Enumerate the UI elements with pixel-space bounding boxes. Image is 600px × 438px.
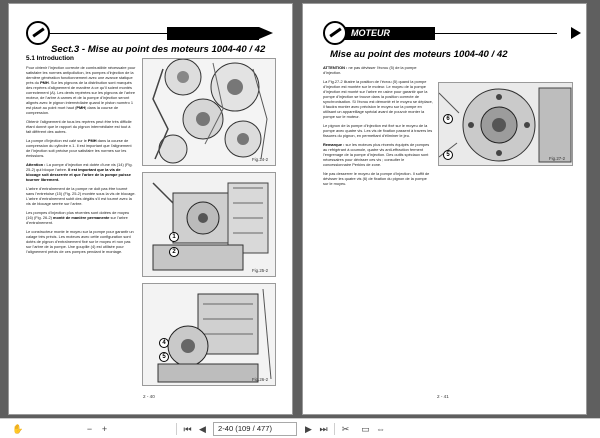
figure-caption: Fig.27-2 bbox=[549, 156, 566, 161]
brand-logo bbox=[26, 21, 50, 45]
document-page-right bbox=[302, 3, 587, 415]
figure-pump-gear bbox=[438, 82, 573, 166]
header-arrow-icon bbox=[571, 27, 581, 39]
paragraph: Pour obtenir l’injection correcte de combustible nécessaire pour satisfaire les normes antipollution, les pompes d’injection de la dernière génération fonctionnement avec une avance statique près du PMH. Sur les pignons de la distribution sont marqués des repères d’alignement de manière à ce qu’il soient montés correctement (A). Les dents repérées sur les pignons de l’arbre moteur, de l’arbre à cames et de la pompe d’injection seront alignés avec le pignon intermédiaire quand le piston numéro 1 est placé au point mort haut (PMH) dans la course de compression. bbox=[26, 65, 136, 115]
section-title: 5.1 Introduction bbox=[26, 55, 74, 62]
page-header bbox=[323, 27, 571, 40]
page-number-field[interactable]: 2-40 (109 / 477) bbox=[213, 422, 297, 436]
figure-caption: Fig.26-2 bbox=[252, 377, 269, 382]
figure-pump-hub bbox=[142, 283, 276, 386]
header-tab bbox=[167, 27, 259, 40]
paragraph: Le constructeur monte le moyeu sur la pompe pour garantir un calage très précis. Les moteurs avec cette configuration sont dotés de pignon d’entraînement fixé sur le moyeu et non pas sur l’arbre de la pompe. Une goupille (4) est utilisée pour l’alignement précis de ces pompes pendant le montage. bbox=[26, 229, 134, 254]
header-arrow-icon bbox=[259, 27, 273, 39]
first-page-icon[interactable]: ⏮ bbox=[183, 424, 192, 434]
prev-page-icon[interactable]: ◀ bbox=[199, 424, 206, 434]
zoom-out-icon[interactable]: − bbox=[86, 424, 93, 434]
figure-caption: Fig.25-2 bbox=[252, 268, 269, 273]
toolbar-separator bbox=[334, 423, 335, 435]
callout-4: 4 bbox=[159, 338, 169, 348]
header-tab-moteur: MOTEUR bbox=[343, 27, 435, 40]
page-number: 2 - 40 bbox=[143, 394, 155, 399]
timing-gears-illustration bbox=[143, 59, 276, 166]
paragraph: La Fig.27-2 illustre la position de l’écrou (5) quand la pompe d’injection est montée sur le moteur. Le moyeu de la pompe d’injection est monté sur l’arbre en usine pour garantir que la pompe d’injection se trouve dans la position correcte de synchronisation. Si l’écrou est démonté et le moyeu se déplace, il faudra monter avec précision le moyeu sur la pompe en utilisant un appareillage spécial avant de pouvoir monter la pompe sur le moteur. bbox=[323, 79, 433, 119]
paragraph: La pompe d’injection est calé sur le PMH dans la course de compression du cylindre n.1. Il est important que l’alignement de l’injection soit précise pour satisfaire les normes sur les émissions. bbox=[26, 138, 132, 158]
page-number: 2 - 41 bbox=[437, 394, 449, 399]
brand-logo bbox=[323, 21, 347, 45]
fit-page-icon[interactable]: ▭ bbox=[361, 424, 370, 434]
callout-5: 5 bbox=[159, 352, 169, 362]
paragraph: Ne pas desserrer le moyeu de la pompe d’injection. Il suffit de dévisser les quatre vis (6) de fixation du pignon de la pompe sur le moyeu. bbox=[323, 171, 430, 186]
paragraph: Les pompes d’injection plus récentes sont dotées de moyeu (16) (Fig. 26-2) monté de manière permanente sur l’arbre d’entraînement. bbox=[26, 210, 130, 225]
callout-2: 2 bbox=[169, 247, 179, 257]
page-title: Sect.3 - Mise au point des moteurs 1004-40 / 42 bbox=[51, 44, 266, 55]
paragraph: Le pignon de la pompe d’injection est fixé sur le moyeu de la pompe avec quatre vis. Les vis de fixation passent à travers les fissures du pignon, en permettant d’éliminer le jeu. bbox=[323, 123, 433, 138]
page-title: Mise au point des moteurs 1004-40 / 42 bbox=[330, 49, 508, 60]
paragraph: Obtenir l’alignement de tous les repères peut être très difficile étant donné que le rapport du pignon intermédiaire est tout à fait différent des autres. bbox=[26, 119, 132, 134]
callout-5: 5 bbox=[443, 150, 453, 160]
scissors-icon[interactable]: ✂ bbox=[341, 424, 350, 434]
paragraph: ATTENTION : ne pas dévisser l’écrou (5) de la pompe d’injection. bbox=[323, 65, 417, 75]
callout-1: 1 bbox=[169, 232, 179, 242]
fit-width-icon[interactable]: ⇔ bbox=[376, 424, 385, 434]
next-page-icon[interactable]: ▶ bbox=[305, 424, 312, 434]
callout-6: 6 bbox=[443, 114, 453, 124]
figure-timing-gears bbox=[142, 58, 276, 166]
toolbar-separator bbox=[176, 423, 177, 435]
injection-pump-illustration bbox=[143, 173, 276, 277]
document-page-left bbox=[8, 3, 293, 415]
last-page-icon[interactable]: ⏭ bbox=[319, 424, 328, 434]
zoom-in-icon[interactable]: + bbox=[101, 424, 108, 434]
viewer-toolbar bbox=[0, 418, 600, 438]
page-header bbox=[26, 27, 273, 40]
paragraph: Remarque : sur les moteurs plus récents équipés de pompes au refrigérant à coumole, quatre vis anti-effraction ferment l’engrenage de la pompe d’injection. Des outils spéciaux sont nécessaires pour dévisser ces vis ; consulter le concessionnaire Perkins de zone. bbox=[323, 142, 430, 167]
figure-caption: Fig.24-2 bbox=[252, 157, 269, 162]
paragraph: L’arbre d’entraînement de la pompe ne doit pas être tourné sans l’entretoise (15) (Fig. 25-2) montée sous la vis de blocage. L’arbre d’entraînement subit des dégâts s’il est tourné avec la vis de blocage serrée sur l’arbre. bbox=[26, 186, 136, 206]
text-column bbox=[26, 65, 136, 258]
paragraph: Attention : La pompe d’injection est dotée d’une vis (14) (Fig. 25-2) qui bloque l’arbre. Il est important que la vis de blocage soit desserrée et que l’arbre de la pompe puisse tourner librement. bbox=[26, 162, 133, 182]
figure-injection-pump bbox=[142, 172, 276, 277]
pump-gear-illustration bbox=[439, 83, 573, 166]
hand-icon[interactable]: ✋ bbox=[12, 424, 24, 434]
pump-hub-illustration bbox=[143, 284, 276, 386]
text-column bbox=[323, 65, 433, 190]
